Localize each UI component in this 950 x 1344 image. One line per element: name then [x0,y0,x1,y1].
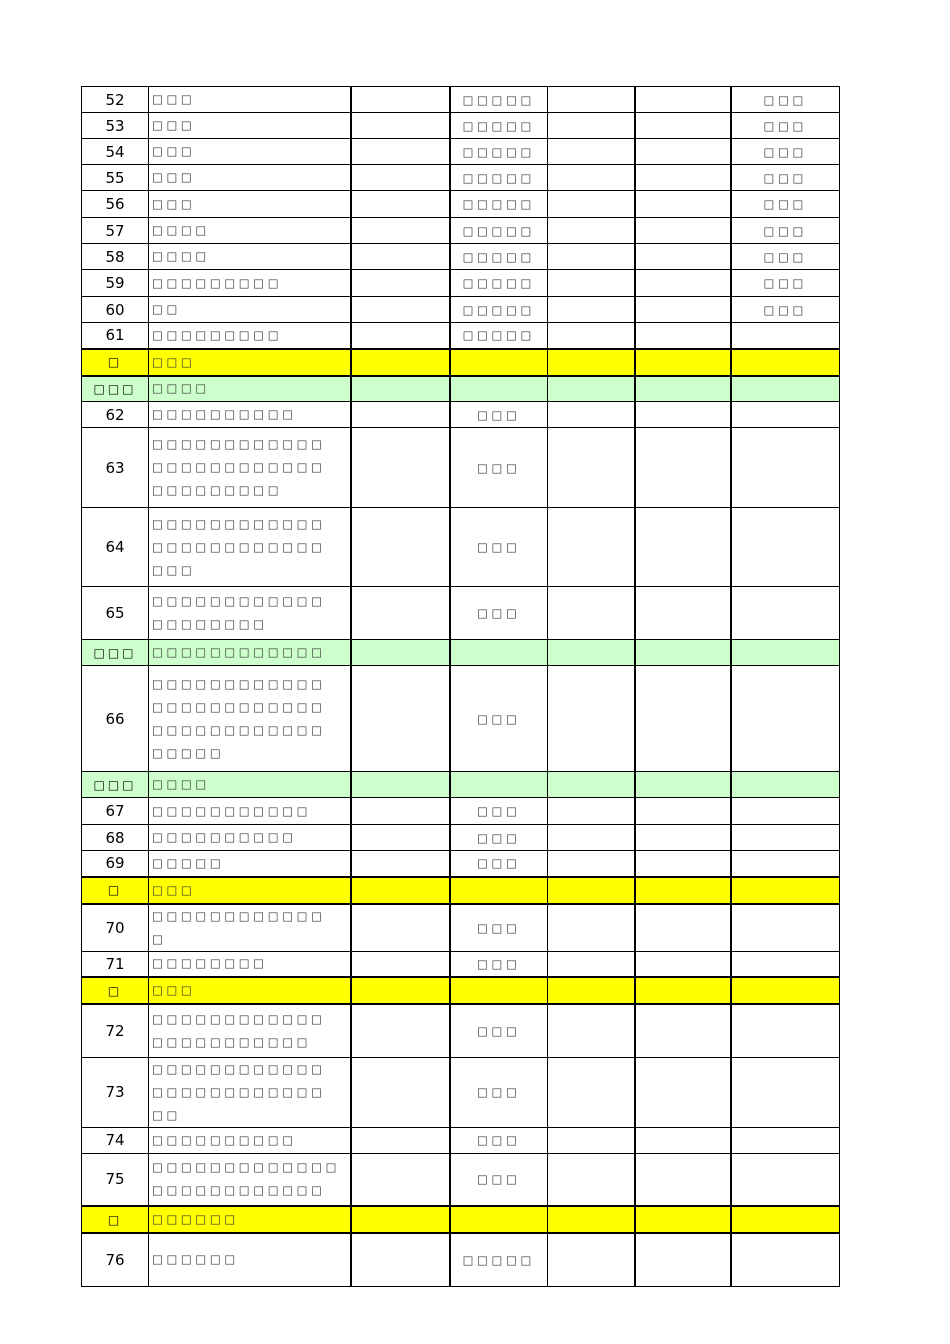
row-number-cell: 64 [82,508,149,587]
empty-cell [635,825,731,851]
row-number-cell: 63 [82,428,149,508]
note-cell [731,323,840,349]
empty-cell [635,165,731,191]
unit-cell: □□□ [450,1153,548,1206]
row-number-cell: □ [82,1206,149,1233]
unit-cell: □□□ [450,587,548,640]
row-number-cell: □□□ [82,640,149,666]
empty-cell [548,798,635,825]
item-name-cell: □□□□□□□□□□□□ □□□□□□□□ [149,587,351,640]
unit-cell [450,1206,548,1233]
unit-cell: □□□ [450,904,548,952]
table-row [82,428,840,508]
table-row [82,1233,840,1286]
item-name-cell: □□□□□□□□□□□□ □□□□□□□□□□□□ □□□ [149,508,351,587]
item-name-cell: □□ [149,297,351,323]
subsection-header-row [82,376,840,402]
row-number-cell: 73 [82,1057,149,1127]
item-name-cell: □□□□□□□□ [149,951,351,977]
note-cell [731,772,840,798]
item-name-cell: □□□□□□□□□□□□ □□□□□□□□□□□ [149,1004,351,1057]
unit-cell [450,349,548,376]
section-header-row [82,877,840,904]
row-number-cell: 75 [82,1153,149,1206]
note-cell: □□□ [731,139,840,165]
note-cell: □□□ [731,297,840,323]
empty-cell [635,323,731,349]
empty-cell [548,666,635,772]
unit-cell: □□□□□ [450,139,548,165]
row-number-cell: 62 [82,402,149,428]
note-cell [731,1004,840,1057]
unit-cell: □□□□□ [450,244,548,270]
note-cell [731,666,840,772]
row-number-cell: 69 [82,851,149,877]
unit-cell: □□□□□ [450,218,548,244]
row-number-cell: 52 [82,87,149,113]
unit-cell: □□□ [450,951,548,977]
spreadsheet-table [81,86,839,1287]
item-name-cell: □□□□□□□□□□□□ □ [149,904,351,952]
empty-cell [351,851,450,877]
table-row [82,87,840,113]
empty-cell [548,508,635,587]
item-name-cell: □□□□ [149,244,351,270]
note-cell: □□□ [731,87,840,113]
empty-cell [548,904,635,952]
row-number-cell: 67 [82,798,149,825]
empty-cell [635,666,731,772]
empty-cell [351,218,450,244]
item-name-cell: □□□□□□□□□□□□ □□□□□□□□□□□□ □□□□□□□□□□□□ □□□□□ [149,666,351,772]
note-cell [731,825,840,851]
table-row [82,1153,840,1206]
item-name-cell: □□□□□□□□□□ [149,402,351,428]
unit-cell [450,877,548,904]
row-number-cell: 68 [82,825,149,851]
empty-cell [351,772,450,798]
row-number-cell: □ [82,977,149,1004]
section-header-row [82,349,840,376]
note-cell [731,1127,840,1153]
row-number-cell: 56 [82,191,149,218]
empty-cell [548,1153,635,1206]
empty-cell [351,1233,450,1286]
row-number-cell: 58 [82,244,149,270]
empty-cell [351,1153,450,1206]
unit-cell: □□□□□ [450,323,548,349]
row-number-cell: □ [82,349,149,376]
empty-cell [635,1233,731,1286]
empty-cell [548,877,635,904]
empty-cell [351,904,450,952]
table-row [82,270,840,297]
empty-cell [635,877,731,904]
unit-cell: □□□□□ [450,297,548,323]
empty-cell [548,244,635,270]
note-cell [731,376,840,402]
empty-cell [351,1004,450,1057]
empty-cell [635,798,731,825]
empty-cell [635,270,731,297]
empty-cell [635,297,731,323]
empty-cell [351,1127,450,1153]
note-cell [731,508,840,587]
row-number-cell: 70 [82,904,149,952]
empty-cell [351,951,450,977]
empty-cell [548,191,635,218]
empty-cell [635,428,731,508]
item-name-cell: □□□ [149,139,351,165]
unit-cell: □□□□□ [450,87,548,113]
section-header-row [82,1206,840,1233]
item-name-cell: □□□□□□ [149,1233,351,1286]
empty-cell [548,951,635,977]
note-cell [731,904,840,952]
empty-cell [548,1057,635,1127]
table-row [82,191,840,218]
unit-cell: □□□ [450,1057,548,1127]
item-name-cell: □□□ [149,113,351,139]
unit-cell: □□□ [450,508,548,587]
subsection-header-row [82,640,840,666]
empty-cell [635,977,731,1004]
section-header-row [82,977,840,1004]
item-name-cell: □□□□□□□□□□□□ [149,640,351,666]
item-name-cell: □□□ [149,977,351,1004]
note-cell [731,402,840,428]
unit-cell: □□□□□ [450,1233,548,1286]
empty-cell [635,772,731,798]
empty-cell [635,218,731,244]
empty-cell [635,1004,731,1057]
item-name-cell: □□□ [149,877,351,904]
empty-cell [548,1233,635,1286]
empty-cell [635,349,731,376]
empty-cell [548,323,635,349]
item-name-cell: □□□□ [149,772,351,798]
item-name-cell: □□□□□□□□□□□□ □□□□□□□□□□□□ □□□□□□□□□ [149,428,351,508]
table-row [82,587,840,640]
empty-cell [635,376,731,402]
note-cell [731,977,840,1004]
note-cell [731,851,840,877]
note-cell [731,798,840,825]
empty-cell [635,191,731,218]
unit-cell: □□□□□ [450,191,548,218]
table-row [82,951,840,977]
unit-cell: □□□ [450,851,548,877]
empty-cell [351,587,450,640]
item-table [81,86,840,1287]
row-number-cell: 65 [82,587,149,640]
note-cell [731,1233,840,1286]
empty-cell [351,349,450,376]
item-name-cell: □□□□□□□□□□ [149,825,351,851]
item-name-cell: □□□ [149,191,351,218]
note-cell [731,877,840,904]
table-row [82,1057,840,1127]
unit-cell [450,977,548,1004]
table-row [82,904,840,952]
empty-cell [548,113,635,139]
empty-cell [351,191,450,218]
empty-cell [351,825,450,851]
row-number-cell: □□□ [82,772,149,798]
note-cell: □□□ [731,270,840,297]
note-cell [731,428,840,508]
table-row [82,1004,840,1057]
empty-cell [548,1206,635,1233]
item-name-cell: □□□□□□□□□ [149,270,351,297]
empty-cell [548,825,635,851]
table-row [82,218,840,244]
empty-cell [548,428,635,508]
row-number-cell: 54 [82,139,149,165]
note-cell: □□□ [731,113,840,139]
empty-cell [351,244,450,270]
empty-cell [635,113,731,139]
subsection-header-row [82,772,840,798]
item-name-cell: □□□□□□□□□□□□□ □□□□□□□□□□□□ [149,1153,351,1206]
unit-cell [450,640,548,666]
empty-cell [351,666,450,772]
empty-cell [548,218,635,244]
item-name-cell: □□□□□□□□□□□□ □□□□□□□□□□□□ □□ [149,1057,351,1127]
empty-cell [635,508,731,587]
empty-cell [351,402,450,428]
unit-cell: □□□ [450,825,548,851]
item-name-cell: □□□□□□□□□□□ [149,798,351,825]
row-number-cell: 66 [82,666,149,772]
row-number-cell: 53 [82,113,149,139]
item-name-cell: □□□□□□ [149,1206,351,1233]
empty-cell [548,297,635,323]
empty-cell [548,851,635,877]
empty-cell [635,587,731,640]
empty-cell [548,87,635,113]
table-row [82,113,840,139]
table-row [82,508,840,587]
empty-cell [548,640,635,666]
empty-cell [548,349,635,376]
item-name-cell: □□□□ [149,376,351,402]
table-row [82,825,840,851]
note-cell: □□□ [731,244,840,270]
empty-cell [635,402,731,428]
row-number-cell: 76 [82,1233,149,1286]
empty-cell [635,139,731,165]
row-number-cell: 71 [82,951,149,977]
table-row [82,666,840,772]
empty-cell [351,113,450,139]
note-cell [731,1206,840,1233]
row-number-cell: 60 [82,297,149,323]
note-cell: □□□ [731,165,840,191]
row-number-cell: 74 [82,1127,149,1153]
unit-cell: □□□□□ [450,165,548,191]
empty-cell [548,165,635,191]
empty-cell [548,376,635,402]
empty-cell [635,640,731,666]
empty-cell [351,297,450,323]
note-cell: □□□ [731,218,840,244]
unit-cell: □□□ [450,1004,548,1057]
row-number-cell: □ [82,877,149,904]
empty-cell [351,1206,450,1233]
empty-cell [351,798,450,825]
item-name-cell: □□□ [149,87,351,113]
empty-cell [635,1153,731,1206]
row-number-cell: □□□ [82,376,149,402]
item-name-cell: □□□□ [149,218,351,244]
empty-cell [351,323,450,349]
note-cell: □□□ [731,191,840,218]
table-row [82,139,840,165]
item-name-cell: □□□ [149,165,351,191]
empty-cell [351,508,450,587]
empty-cell [351,877,450,904]
empty-cell [548,587,635,640]
empty-cell [351,640,450,666]
row-number-cell: 55 [82,165,149,191]
unit-cell: □□□□□ [450,270,548,297]
unit-cell [450,376,548,402]
empty-cell [351,270,450,297]
empty-cell [351,165,450,191]
empty-cell [351,1057,450,1127]
empty-cell [635,1127,731,1153]
table-row [82,798,840,825]
row-number-cell: 59 [82,270,149,297]
item-name-cell: □□□□□ [149,851,351,877]
empty-cell [548,1004,635,1057]
unit-cell: □□□ [450,798,548,825]
table-row [82,1127,840,1153]
table-row [82,851,840,877]
empty-cell [548,1127,635,1153]
table-row [82,323,840,349]
row-number-cell: 57 [82,218,149,244]
empty-cell [635,1206,731,1233]
note-cell [731,1153,840,1206]
unit-cell: □□□ [450,402,548,428]
note-cell [731,1057,840,1127]
item-name-cell: □□□□□□□□□ [149,323,351,349]
unit-cell: □□□ [450,1127,548,1153]
empty-cell [548,772,635,798]
note-cell [731,587,840,640]
empty-cell [351,376,450,402]
table-row [82,297,840,323]
empty-cell [351,139,450,165]
empty-cell [635,851,731,877]
empty-cell [548,402,635,428]
empty-cell [548,270,635,297]
empty-cell [351,87,450,113]
empty-cell [548,977,635,1004]
empty-cell [635,87,731,113]
item-name-cell: □□□ [149,349,351,376]
unit-cell: □□□ [450,428,548,508]
empty-cell [635,244,731,270]
empty-cell [635,1057,731,1127]
table-row [82,402,840,428]
note-cell [731,640,840,666]
empty-cell [351,428,450,508]
note-cell [731,951,840,977]
table-row [82,244,840,270]
item-name-cell: □□□□□□□□□□ [149,1127,351,1153]
table-row [82,165,840,191]
empty-cell [635,951,731,977]
empty-cell [635,904,731,952]
unit-cell: □□□ [450,666,548,772]
unit-cell [450,772,548,798]
empty-cell [548,139,635,165]
row-number-cell: 72 [82,1004,149,1057]
empty-cell [351,977,450,1004]
unit-cell: □□□□□ [450,113,548,139]
row-number-cell: 61 [82,323,149,349]
note-cell [731,349,840,376]
